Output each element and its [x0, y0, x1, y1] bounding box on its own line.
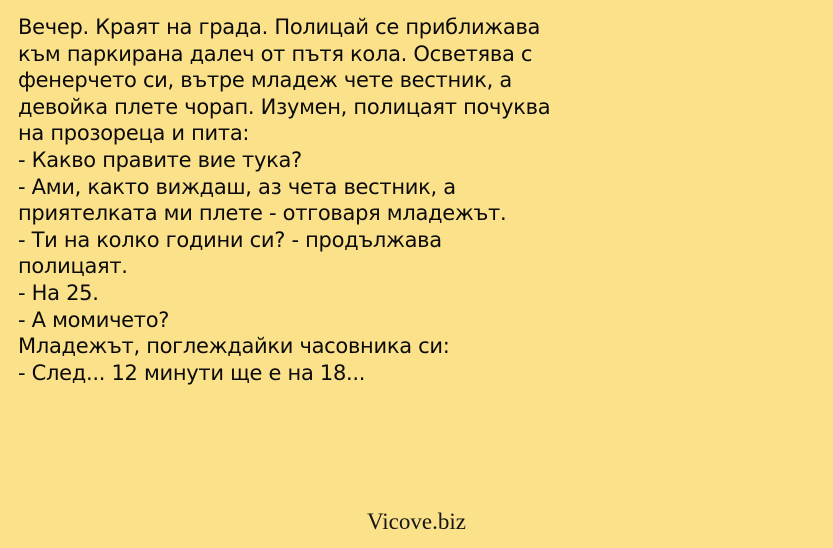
joke-line: фенерчето си, вътре младеж чете вестник, а: [18, 68, 512, 93]
joke-line: - Ти на колко години си? - продължава: [18, 227, 442, 252]
joke-line: на прозореца и пита:: [18, 121, 250, 146]
joke-line: - След... 12 минути ще е на 18...: [18, 360, 366, 385]
joke-line: девойка плете чорап. Изумен, полицаят почуква: [18, 94, 551, 119]
joke-line: Младежът, поглеждайки часовника си:: [18, 334, 450, 359]
joke-line: - Ами, както виждаш, аз чета вестник, а: [18, 174, 456, 199]
joke-text: [18, 14, 825, 386]
joke-line: - Какво правите вие тука?: [18, 147, 302, 172]
joke-line: Вечер. Краят на града. Полицай се приближава: [18, 15, 541, 39]
site-watermark: Vicove.biz: [367, 509, 466, 534]
joke-line: приятелката ми плете - отговаря младежът.: [18, 201, 507, 226]
joke-line: - А момичето?: [18, 307, 170, 332]
joke-line: към паркирана далеч от пътя кола. Осветява с: [18, 41, 533, 66]
joke-line: полицаят.: [18, 254, 128, 279]
joke-line: - На 25.: [18, 280, 99, 305]
